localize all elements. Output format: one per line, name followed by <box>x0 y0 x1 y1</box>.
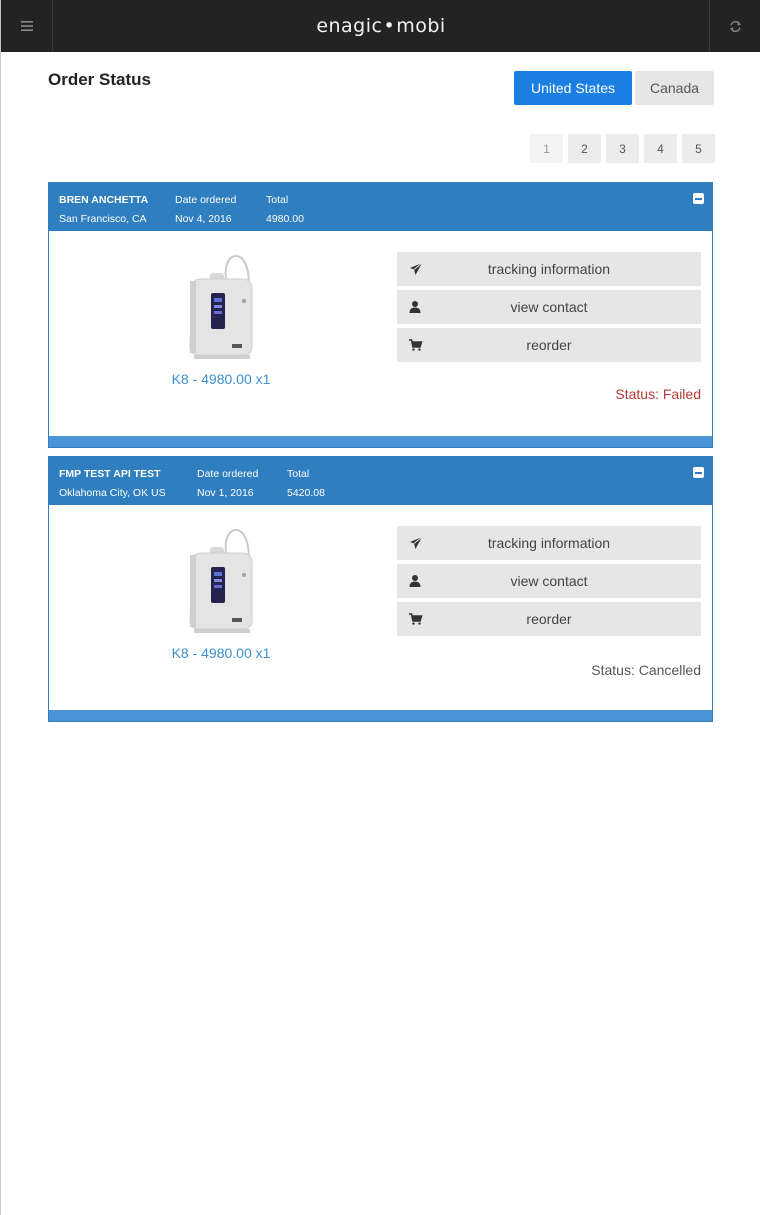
country-toggle <box>514 71 714 105</box>
product-caption[interactable]: K8 - 4980.00 x1 <box>171 371 271 387</box>
customer-name: FMP TEST API TEST <box>59 468 161 480</box>
order-customer <box>59 465 166 503</box>
total-value: 4980.00 <box>266 213 304 225</box>
brand-logo <box>1 0 760 52</box>
reorder-label: reorder <box>526 611 572 627</box>
brand-text-right: mobi <box>396 15 446 37</box>
country-us-button[interactable]: United States <box>514 71 632 105</box>
cart-icon <box>408 337 424 353</box>
brand-dot: • <box>383 15 396 37</box>
user-icon <box>408 299 424 315</box>
order-body <box>49 505 712 710</box>
paper-plane-icon <box>408 535 424 551</box>
date-label: Date ordered <box>175 194 237 206</box>
tracking-information-button[interactable] <box>397 252 701 286</box>
tracking-information-button[interactable] <box>397 526 701 560</box>
refresh-icon <box>729 20 742 33</box>
collapse-button[interactable] <box>693 193 704 204</box>
top-bar <box>1 0 760 52</box>
order-body <box>49 231 712 436</box>
order-card <box>48 456 713 722</box>
order-header <box>49 183 712 231</box>
date-value: Nov 4, 2016 <box>175 213 232 225</box>
reorder-label: reorder <box>526 337 572 353</box>
customer-location: San Francisco, CA <box>59 213 147 225</box>
pagination <box>530 134 715 163</box>
customer-name: BREN ANCHETTA <box>59 194 149 206</box>
order-status: Status: Failed <box>615 386 701 402</box>
order-date <box>197 465 258 503</box>
order-date <box>175 191 236 229</box>
order-total <box>266 191 304 229</box>
user-icon <box>408 573 424 589</box>
page-1-button[interactable]: 1 <box>530 134 563 163</box>
customer-location: Oklahoma City, OK US <box>59 487 166 499</box>
cart-icon <box>408 611 424 627</box>
refresh-button[interactable] <box>709 0 760 52</box>
collapse-button[interactable] <box>693 467 704 478</box>
order-footer <box>49 436 712 447</box>
page-3-button[interactable]: 3 <box>606 134 639 163</box>
product-image[interactable] <box>180 251 260 363</box>
date-value: Nov 1, 2016 <box>197 487 254 499</box>
order-total <box>287 465 325 503</box>
country-canada-button[interactable]: Canada <box>635 71 714 105</box>
page-title: Order Status <box>48 70 151 89</box>
product-image[interactable] <box>180 525 260 637</box>
tracking-label: tracking information <box>487 535 611 551</box>
order-footer <box>49 710 712 721</box>
order-header <box>49 457 712 505</box>
paper-plane-icon <box>408 261 424 277</box>
total-label: Total <box>287 468 310 480</box>
minus-icon <box>695 198 702 200</box>
page-2-button[interactable]: 2 <box>568 134 601 163</box>
product-caption[interactable]: K8 - 4980.00 x1 <box>171 645 271 661</box>
tracking-label: tracking information <box>487 261 611 277</box>
reorder-button[interactable] <box>397 328 701 362</box>
page-4-button[interactable]: 4 <box>644 134 677 163</box>
contact-label: view contact <box>510 299 588 315</box>
total-value: 5420.08 <box>287 487 325 499</box>
menu-button[interactable] <box>1 0 53 52</box>
view-contact-button[interactable] <box>397 290 701 324</box>
order-customer <box>59 191 148 229</box>
date-label: Date ordered <box>197 468 259 480</box>
contact-label: view contact <box>510 573 588 589</box>
hamburger-icon <box>21 21 33 31</box>
order-actions <box>397 252 701 366</box>
total-label: Total <box>266 194 289 206</box>
view-contact-button[interactable] <box>397 564 701 598</box>
order-status: Status: Cancelled <box>591 662 701 678</box>
brand-text-left: enagic <box>316 15 383 37</box>
minus-icon <box>695 472 702 474</box>
order-card <box>48 182 713 448</box>
page-5-button[interactable]: 5 <box>682 134 715 163</box>
order-actions <box>397 526 701 640</box>
reorder-button[interactable] <box>397 602 701 636</box>
